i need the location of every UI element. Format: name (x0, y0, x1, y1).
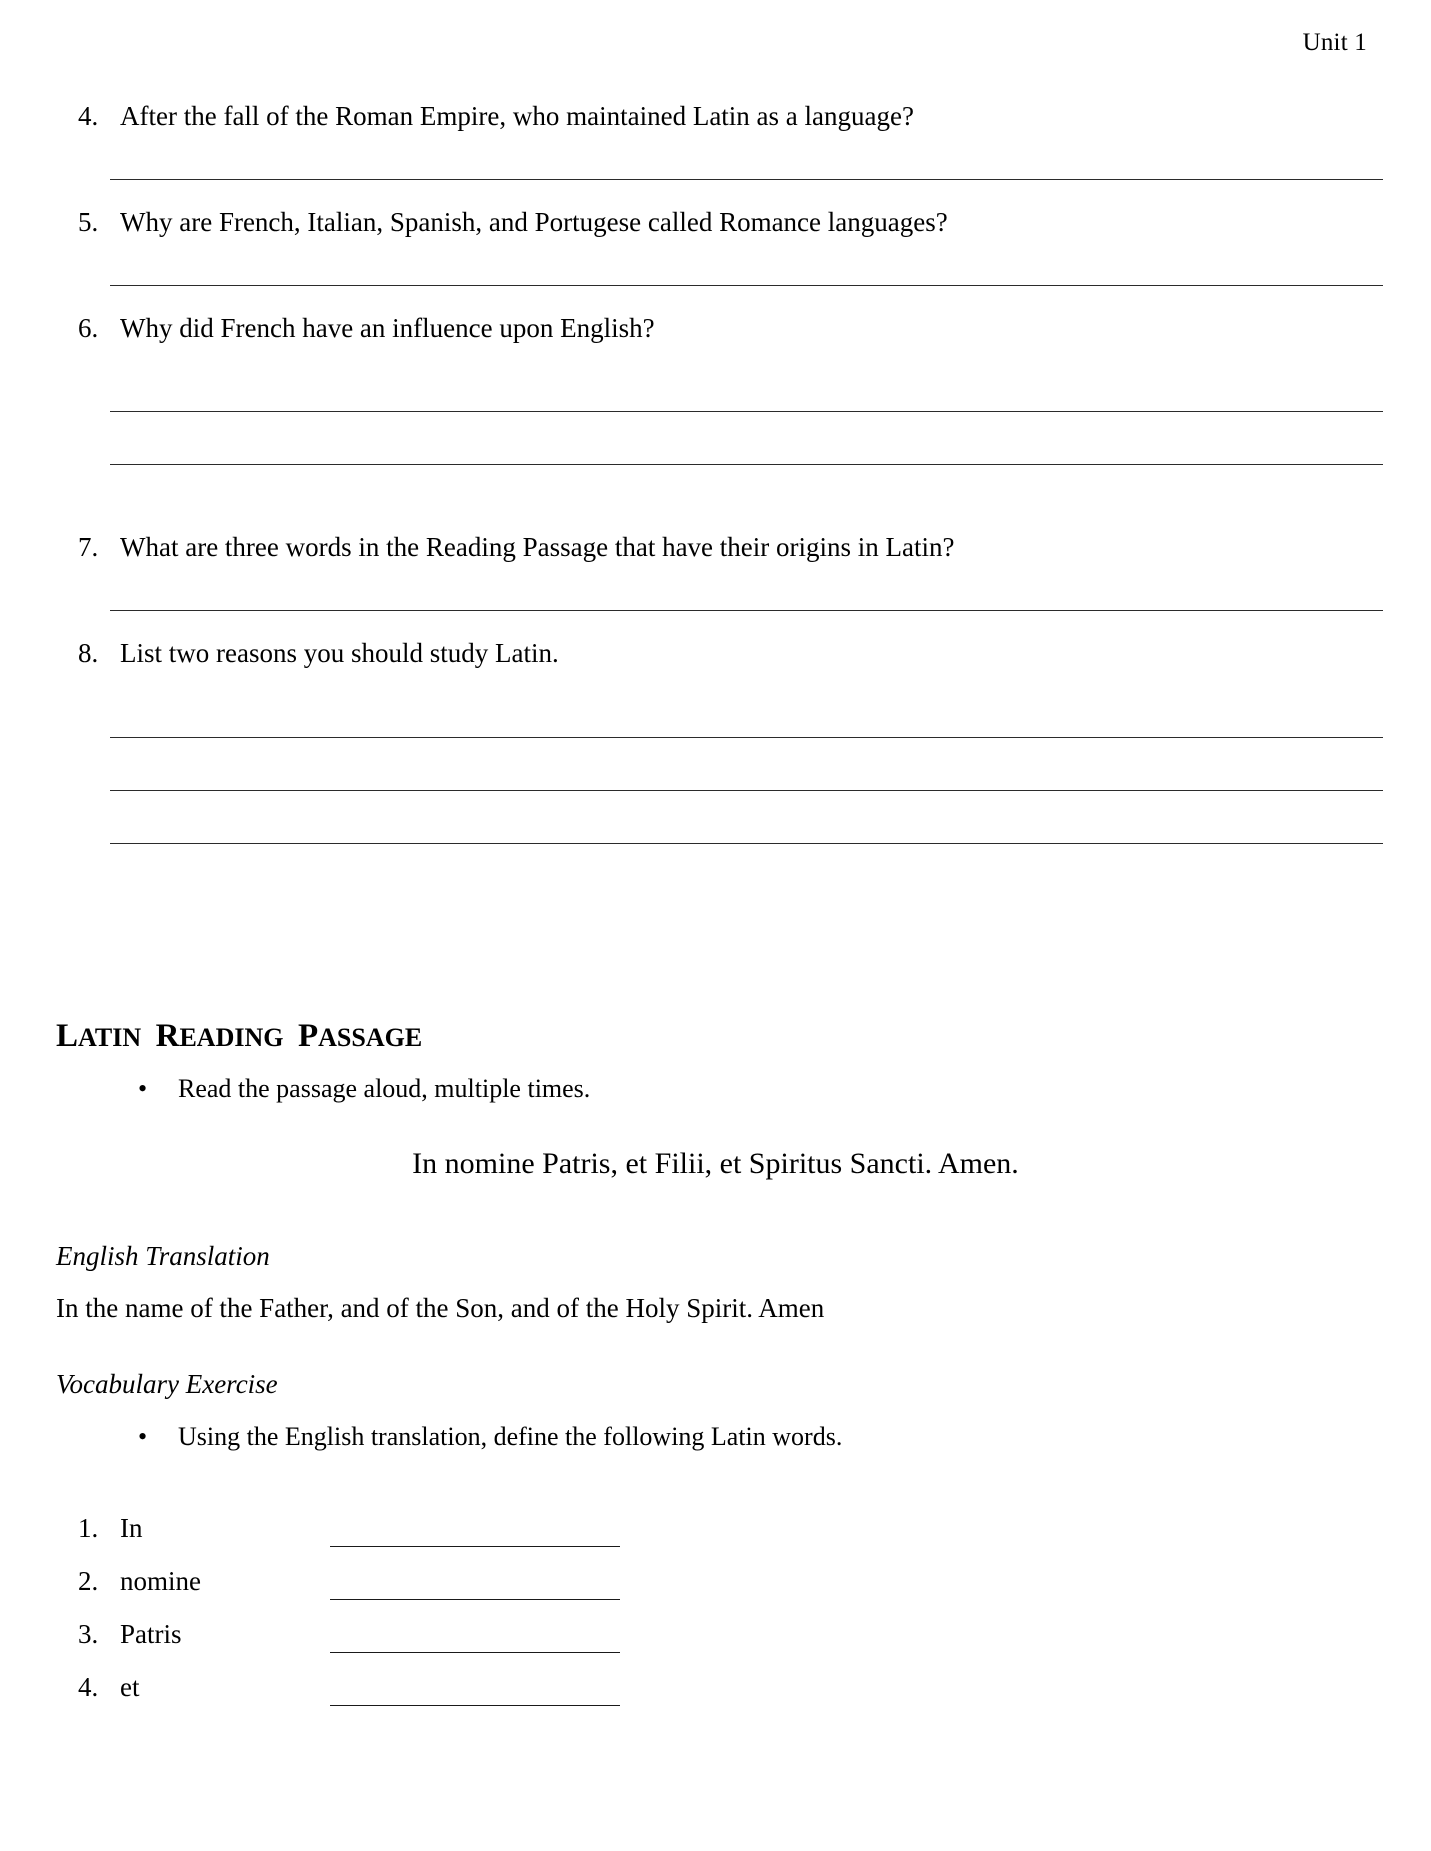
question-text: What are three words in the Reading Passage that have their origins in Latin? (120, 532, 955, 563)
title-word (56, 1018, 142, 1054)
vocabulary-instruction-row (138, 1420, 842, 1454)
spacer (0, 565, 1431, 610)
vocabulary-list (0, 1513, 1431, 1725)
question-text: Why did French have an influence upon English? (120, 312, 655, 343)
title-word-first-letter: R (155, 1018, 180, 1054)
english-translation-heading: English Translation (56, 1241, 270, 1271)
vocabulary-item (0, 1619, 1431, 1672)
vocabulary-answer-blank[interactable] (330, 1579, 620, 1600)
question-text: Why are French, Italian, Spanish, and Portugese called Romance languages? (120, 206, 948, 237)
vocabulary-item-word: et (120, 1672, 140, 1702)
spacer (0, 791, 1431, 843)
vocabulary-instruction-text: Using the English translation, define the following Latin words. (178, 1422, 843, 1451)
spacer (0, 611, 1431, 637)
vocabulary-exercise-heading: Vocabulary Exercise (56, 1369, 278, 1399)
questions-list (0, 100, 1431, 844)
vocabulary-item (0, 1672, 1431, 1725)
vocabulary-item-number: 4. (78, 1672, 99, 1702)
vocabulary-item (0, 1513, 1431, 1566)
title-word-first-letter: P (297, 1018, 319, 1054)
question-text: List two reasons you should study Latin. (120, 638, 559, 668)
reading-instruction-row (138, 1072, 590, 1106)
latin-passage-text: In nomine Patris, et Filii, et Spiritus Sancti. Amen. (412, 1147, 1019, 1180)
english-translation-text: In the name of the Father, and of the Son, and of the Holy Spirit. Amen (56, 1293, 825, 1323)
vocabulary-item-number: 2. (78, 1566, 99, 1596)
title-word-first-letter: L (56, 1018, 79, 1054)
question-item (0, 312, 1431, 532)
vocabulary-answer-blank[interactable] (330, 1685, 620, 1706)
question-row (0, 312, 1431, 346)
spacer (0, 671, 1431, 737)
title-space (145, 1023, 152, 1052)
question-item (0, 100, 1431, 206)
question-item (0, 206, 1431, 312)
title-space (287, 1023, 294, 1052)
vocabulary-answer-blank[interactable] (330, 1526, 620, 1547)
vocabulary-item-word: In (120, 1513, 143, 1543)
question-number: 6. (78, 312, 99, 343)
title-word (297, 1018, 423, 1054)
vocabulary-answer-blank[interactable] (330, 1632, 620, 1653)
title-word-rest: EADING (179, 1023, 284, 1052)
question-row (0, 637, 1431, 671)
vocabulary-item (0, 1566, 1431, 1619)
vocabulary-item-number: 1. (78, 1513, 99, 1543)
question-text: After the fall of the Roman Empire, who maintained Latin as a language? (120, 101, 914, 131)
question-number: 7. (78, 532, 99, 563)
vocabulary-item-number: 3. (78, 1619, 99, 1649)
title-word-rest: ATIN (78, 1023, 142, 1052)
question-number: 4. (78, 101, 99, 131)
section-title-latin-reading-passage (56, 1018, 422, 1055)
answer-line[interactable] (110, 843, 1383, 844)
question-row (0, 206, 1431, 240)
question-number: 8. (78, 638, 99, 668)
title-word-rest: ASSAGE (318, 1023, 423, 1052)
bullet-icon: • (138, 1074, 148, 1103)
spacer (0, 134, 1431, 179)
bullet-icon: • (138, 1422, 148, 1451)
spacer (0, 286, 1431, 312)
spacer (0, 465, 1431, 531)
spacer (0, 738, 1431, 790)
title-word (155, 1018, 284, 1054)
spacer (0, 180, 1431, 206)
spacer (0, 240, 1431, 285)
vocabulary-item-word: Patris (120, 1619, 182, 1649)
question-item (0, 637, 1431, 844)
vocabulary-item-word: nomine (120, 1566, 201, 1596)
question-row (0, 100, 1431, 134)
question-number: 5. (78, 206, 99, 237)
reading-instruction-text: Read the passage aloud, multiple times. (178, 1074, 591, 1103)
question-row (0, 531, 1431, 565)
question-item (0, 531, 1431, 637)
spacer (0, 345, 1431, 411)
spacer (0, 412, 1431, 464)
page-header-unit: Unit 1 (1302, 29, 1367, 56)
